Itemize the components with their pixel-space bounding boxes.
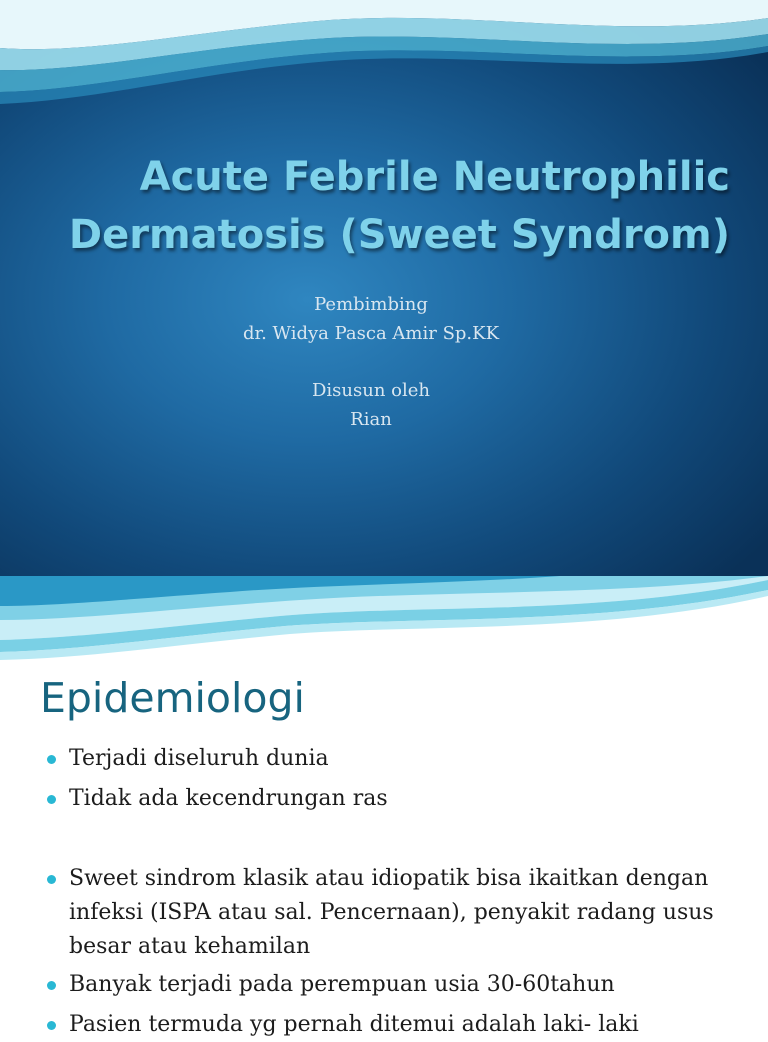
bullet-text: Sweet sindrom klasik atau idiopatik bisa ikaitkan dengan infeksi (ISPA atau sal. Pencernaan), penyakit radang usus besar atau kehamilan <box>69 866 714 959</box>
epidemiology-slide <box>0 576 768 1037</box>
bullet-dot-icon <box>47 755 56 764</box>
slide-heading: Epidemiologi <box>40 674 305 722</box>
bullet-item <box>69 968 729 1002</box>
author-name: Rian <box>350 409 392 430</box>
slide-title-line-1: Acute Febrile Neutrophilic <box>139 154 730 200</box>
bullet-text: Pasien termuda yg pernah ditemui adalah laki- laki <box>69 1012 639 1037</box>
author-label: Disusun oleh <box>311 380 430 401</box>
bullet-item <box>69 1008 729 1042</box>
bullet-dot-icon <box>47 981 56 990</box>
bullet-dot-icon <box>47 795 56 804</box>
bullet-dot-icon <box>47 875 56 884</box>
author-block <box>0 376 742 434</box>
bullet-text: Banyak terjadi pada perempuan usia 30-60tahun <box>69 972 615 997</box>
supervisor-block <box>0 290 742 348</box>
slide-title <box>40 148 730 264</box>
wave-header-decoration <box>0 0 768 110</box>
bullet-text: Tidak ada kecendrungan ras <box>69 786 388 811</box>
supervisor-label: Pembimbing <box>314 294 428 315</box>
slide-title-line-2: Dermatosis (Sweet Syndrom) <box>68 212 730 258</box>
bullet-item <box>69 742 729 776</box>
supervisor-name: dr. Widya Pasca Amir Sp.KK <box>242 323 500 344</box>
bullet-item <box>69 862 729 964</box>
bullet-text: Terjadi diseluruh dunia <box>69 746 329 771</box>
bullet-dot-icon <box>47 1021 56 1030</box>
bullet-item <box>69 782 729 816</box>
wave-header-decoration <box>0 576 768 666</box>
